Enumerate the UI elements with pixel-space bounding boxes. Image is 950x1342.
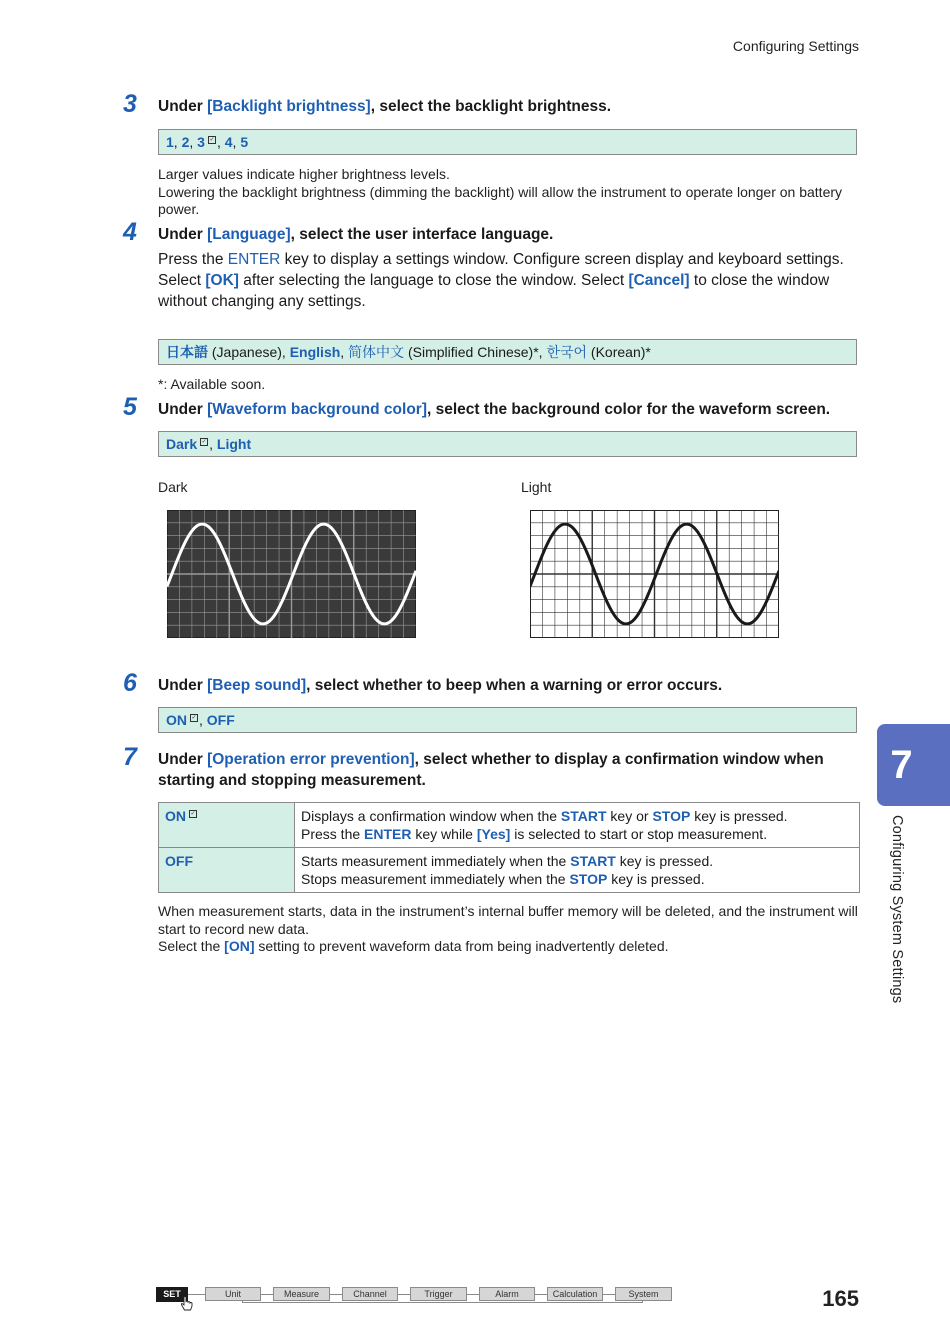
nav-tab-trigger[interactable]: Trigger <box>410 1287 467 1301</box>
waveform-color-options-box: Dark ✓ , Light <box>158 431 857 457</box>
option-japanese: 日本語 <box>166 344 208 360</box>
step-number-6: 6 <box>123 669 137 697</box>
hand-pointer-icon <box>180 1296 194 1312</box>
nav-tab-alarm[interactable]: Alarm <box>479 1287 535 1301</box>
nav-tab-calculation[interactable]: Calculation <box>547 1287 603 1301</box>
dark-waveform-sample <box>167 510 416 638</box>
option-on: ON <box>166 712 187 728</box>
light-waveform-sample <box>530 510 779 638</box>
nav-connector <box>603 1294 615 1295</box>
chapter-tab[interactable]: 7 <box>877 724 950 806</box>
option-5: 5 <box>240 134 249 150</box>
step-3-title: Under [Backlight brightness], select the backlight brightness. <box>158 98 612 115</box>
row-key-on: ON ✓ <box>159 803 295 848</box>
step-7-title: Under [Operation error prevention], select whether to display a confirmation window when starting and stopping measurement. <box>158 751 824 789</box>
default-marker-icon: ✓ <box>190 811 196 817</box>
step-number-7: 7 <box>123 743 137 771</box>
language-options-box: 日本語 (Japanese), English, 简体中文 (Simplified Chinese)*, 한국어 (Korean)* <box>158 339 857 365</box>
nav-bracket-line <box>242 1302 643 1303</box>
nav-tab-channel[interactable]: Channel <box>342 1287 398 1301</box>
step-4-title: Under [Language], select the user interface language. <box>158 226 554 243</box>
nav-connector <box>398 1294 410 1295</box>
table-row <box>159 848 860 893</box>
option-2: 2 <box>181 134 190 150</box>
operation-error-prevention-table <box>158 802 860 893</box>
nav-connector <box>188 1294 205 1295</box>
language-footnote: *: Available soon. <box>158 376 266 392</box>
nav-connector <box>330 1294 342 1295</box>
dark-label: Dark <box>158 479 188 495</box>
step-number-3: 3 <box>123 90 137 118</box>
step-number-4: 4 <box>123 218 137 246</box>
nav-connector <box>467 1294 479 1295</box>
option-dark: Dark <box>166 436 198 452</box>
chapter-title-vertical: Configuring System Settings <box>889 815 905 1004</box>
default-marker-icon: ✓ <box>201 439 207 445</box>
set-key-button[interactable]: SET <box>156 1287 188 1302</box>
step-6-title: Under [Beep sound], select whether to beep when a warning or error occurs. <box>158 677 723 694</box>
option-chinese: 简体中文 <box>348 344 405 360</box>
row-key-off: OFF <box>159 848 295 893</box>
beep-options-box: ON ✓ , OFF <box>158 707 857 733</box>
nav-connector <box>535 1294 547 1295</box>
running-header: Configuring Settings <box>732 38 859 54</box>
step-5-title: Under [Waveform background color], select the background color for the waveform screen. <box>158 401 831 418</box>
option-1: 1 <box>166 134 174 150</box>
table-row <box>159 803 860 848</box>
nav-tab-system[interactable]: System <box>615 1287 672 1301</box>
step-number-5: 5 <box>123 393 137 421</box>
option-4: 4 <box>224 134 233 150</box>
nav-tab-unit[interactable]: Unit <box>205 1287 261 1301</box>
step-4-instructions: Press the ENTER key to display a settings window. Configure screen display and keyboard settings. Select [OK] after selecting the language to close the window. Select [Cancel] to close the window without changing any settings. <box>158 251 844 310</box>
nav-connector <box>261 1294 273 1295</box>
option-off: OFF <box>206 712 235 728</box>
default-marker-icon: ✓ <box>191 715 197 721</box>
row-desc-off: Starts measurement immediately when the START key is pressed. Stops measurement immediately when the STOP key is pressed. <box>295 848 860 893</box>
backlight-options-box: 1, 2, 3 ✓ , 4, 5 <box>158 129 857 155</box>
page-number: 165 <box>822 1286 859 1311</box>
option-light: Light <box>216 436 252 452</box>
step-7-notes: When measurement starts, data in the instrument’s internal buffer memory will be deleted, and the instrument will start to record new data. Select the [ON] setting to prevent waveform data from being inadvertently deleted. <box>158 903 858 954</box>
light-label: Light <box>521 479 552 495</box>
option-korean: 한국어 <box>546 344 588 360</box>
option-3: 3 <box>197 134 205 150</box>
option-english: English <box>289 344 341 360</box>
default-marker-icon: ✓ <box>209 137 215 143</box>
step-3-notes: Larger values indicate higher brightness levels. Lowering the backlight brightness (dimming the backlight) will allow the instrument to operate longer on battery power. <box>158 166 843 217</box>
nav-tab-measure[interactable]: Measure <box>273 1287 330 1301</box>
row-desc-on: Displays a confirmation window when the START key or STOP key is pressed. Press the ENTER key while [Yes] is selected to start or stop measurement. <box>295 803 860 848</box>
